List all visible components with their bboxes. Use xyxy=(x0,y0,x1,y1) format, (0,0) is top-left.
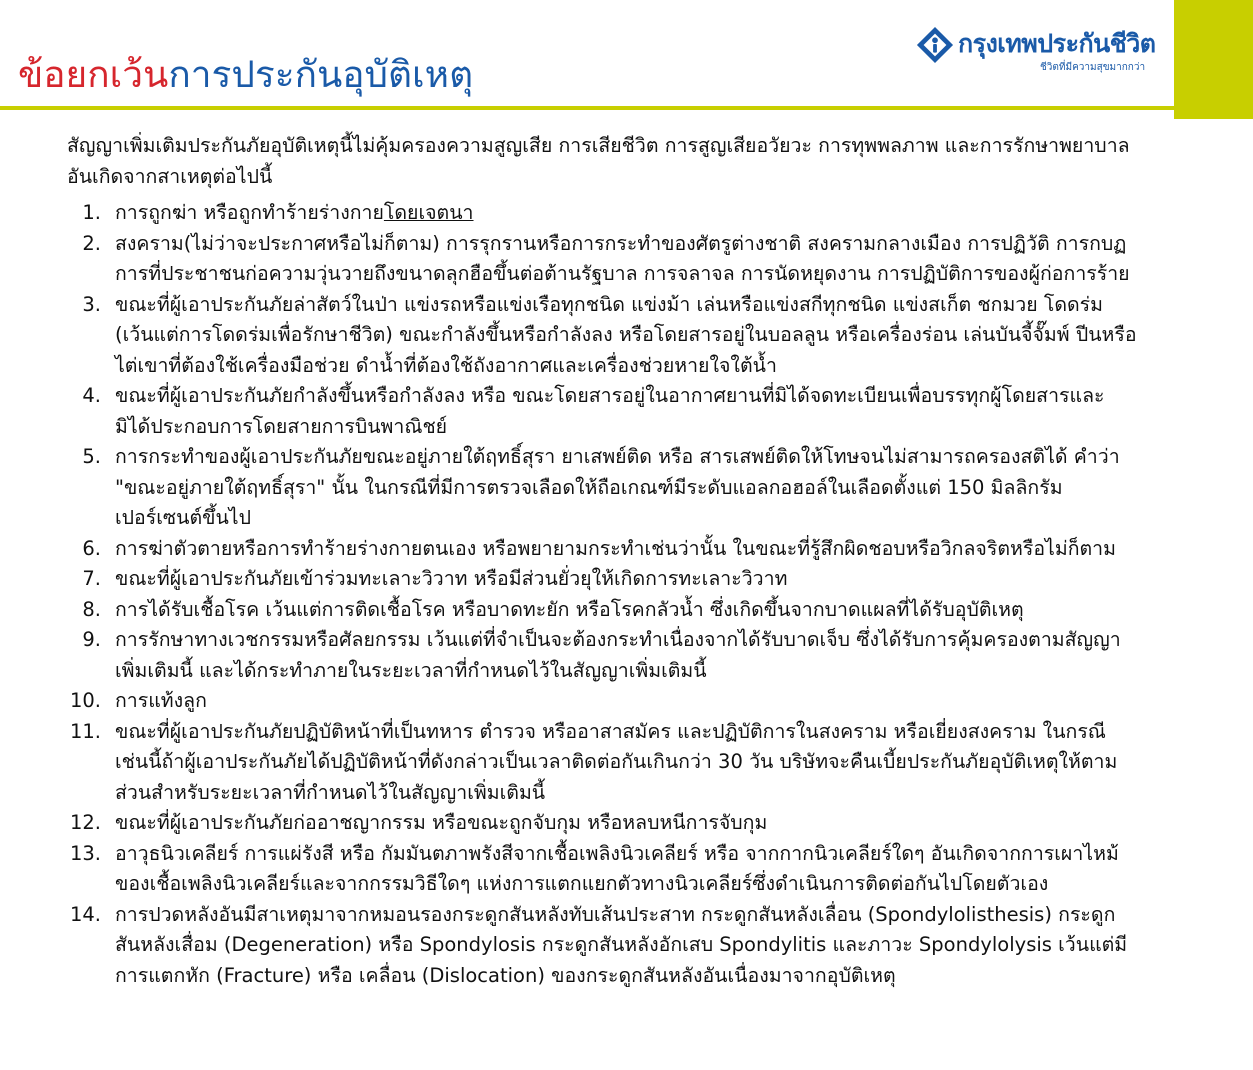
corner-accent-block xyxy=(1174,0,1253,119)
item-text: การปวดหลังอันมีสาเหตุมาจากหมอนรองกระดูกสันหลังทับเส้นประสาท กระดูกสันหลังเลื่อน (Spondylolisthesis) กระดูกสันหลังเสื่อม (Degeneration) หรือ Spondylosis กระดูกสันหลังอักเสบ Spondylitis และภาวะ Spondylolysis เว้นแต่มีการแตกหัก (Fracture) หรือ เคลื่อน (Dislocation) ของกระดูกสันหลังอันเนื่องมาจากอุบัติเหตุ xyxy=(115,902,1128,987)
item-text: ขณะที่ผู้เอาประกันภัยล่าสัตว์ในป่า แข่งรถหรือแข่งเรือทุกชนิด แข่งม้า เล่นหรือแข่งสกีทุกชนิด แข่งสเก็ต ชกมวย โดดร่ม (เว้นแต่การโดดร่มเพื่อรักษาชีวิต) ขณะกำลังขึ้นหรือกำลังลง หรือโดยสารอยู่ในบอลลูน หรือเครื่องร่อน เล่นบันจี้จั๊มพ์ ปีนหรือไต่เขาที่ต้องใช้เครื่องมือช่วย ดำน้ำที่ต้องใช้ถังอากาศและเครื่องช่วยหายใจใต้น้ำ xyxy=(115,292,1137,377)
item-text: การกระทำของผู้เอาประกันภัยขณะอยู่ภายใต้ฤทธิ์สุรา ยาเสพย์ติด หรือ สารเสพย์ติดให้โทษจนไม่สามารถครองสติได้ คำว่า "ขณะอยู่ภายใต้ฤทธิ์สุรา" นั้น ในกรณีที่มีการตรวจเลือดให้ถือเกณฑ์มีระดับแอลกอฮอล์ในเลือดตั้งแต่ 150 มิลลิกรัมเปอร์เซนต์ขึ้นไป xyxy=(115,445,1120,529)
item-text: การได้รับเชื้อโรค เว้นแต่การติดเชื้อโรค หรือบาดทะยัก หรือโรคกลัวน้ำ ซึ่งเกิดขึ้นจากบาดแผลที่ได้รับอุบัติเหตุ xyxy=(115,597,1024,621)
list-item xyxy=(67,717,1137,809)
list-item xyxy=(67,381,1137,442)
intro-paragraph: สัญญาเพิ่มเติมประกันภัยอุบัติเหตุนี้ไม่คุ้มครองความสูญเสีย การเสียชีวิต การสูญเสียอวัยวะ การทุพพลภาพ และการรักษาพยาบาล อันเกิดจากสาเหตุต่อไปนี้ xyxy=(67,134,1130,188)
item-number: 6. xyxy=(82,536,101,560)
item-number: 7. xyxy=(82,567,101,590)
item-text: ขณะที่ผู้เอาประกันภัยเข้าร่วมทะเลาะวิวาท หรือมีส่วนยั่วยุให้เกิดการทะเลาะวิวาท xyxy=(115,567,788,590)
list-item xyxy=(67,808,1137,839)
item-text: การฆ่าตัวตายหรือการทำร้ายร่างกายตนเอง หรือพยายามกระทำเช่นว่านั้น ในขณะที่รู้สึกผิดชอบหรือวิกลจริตหรือไม่ก็ตาม xyxy=(115,536,1116,560)
item-text: อาวุธนิวเคลียร์ การแผ่รังสี หรือ กัมมันตภาพรังสีจากเชื้อเพลิงนิวเคลียร์ หรือ จากกากนิวเคลียร์ใดๆ อันเกิดจากการเผาไหม้ของเชื้อเพลิงนิวเคลียร์และจากกรรมวิธีใดๆ แห่งการแตกแยกตัวทางนิวเคลียร์ซึ่งดำเนินการติดต่อกันไปโดยตัวเอง xyxy=(115,841,1119,895)
brand-logo xyxy=(916,24,1166,80)
item-number: 13. xyxy=(69,841,101,865)
item-text: การรักษาทางเวชกรรมหรือศัลยกรรม เว้นแต่ที่จำเป็นจะต้องกระทำเนื่องจากได้รับบาดเจ็บ ซึ่งได้รับการคุ้มครองตามสัญญาเพิ่มเติมนี้ และได้กระทำภายในระยะเวลาที่กำหนดไว้ในสัญญาเพิ่มเติมนี้ xyxy=(115,628,1121,682)
brand-mark-icon xyxy=(916,26,954,64)
list-item xyxy=(67,229,1137,290)
item-number: 1. xyxy=(82,201,101,224)
list-item xyxy=(67,625,1137,686)
list-item xyxy=(67,534,1137,565)
page-title xyxy=(18,50,473,100)
brand-name: กรุงเทพประกันชีวิต xyxy=(958,29,1156,58)
title-part-red: ข้อยกเว้น xyxy=(18,53,169,96)
header-divider xyxy=(0,106,1174,110)
item-number: 11. xyxy=(69,719,101,743)
list-item xyxy=(67,686,1137,717)
item-number: 14. xyxy=(69,902,101,926)
list-item xyxy=(67,595,1137,626)
list-item xyxy=(67,564,1137,595)
brand-tagline: ชีวิตที่มีความสุขมากกว่า xyxy=(1040,62,1146,73)
item-number: 10. xyxy=(69,689,101,712)
list-item xyxy=(67,900,1137,992)
list-item xyxy=(67,290,1137,382)
item-number: 8. xyxy=(82,597,101,621)
item-text-underlined: โดยเจตนา xyxy=(383,201,474,224)
item-number: 9. xyxy=(82,628,101,651)
item-text: การถูกฆ่า หรือถูกทำร้ายร่างกาย xyxy=(115,201,384,224)
item-text: สงคราม(ไม่ว่าจะประกาศหรือไม่ก็ตาม) การรุกรานหรือการกระทำของศัตรูต่างชาติ สงครามกลางเมือง การปฏิวัติ การกบฏ การที่ประชาชนก่อความวุ่นวายถึงขนาดลุกฮือขึ้นต่อต้านรัฐบาล การจลาจล การนัดหยุดงาน การปฏิบัติการของผู้ก่อการร้าย xyxy=(115,231,1130,285)
item-number: 3. xyxy=(82,292,101,316)
list-item xyxy=(67,198,1137,229)
item-text: ขณะที่ผู้เอาประกันภัยกำลังขึ้นหรือกำลังลง หรือ ขณะโดยสารอยู่ในอากาศยานที่มิได้จดทะเบียนเพื่อบรรทุกผู้โดยสารและมิได้ประกอบการโดยสายการบินพาณิชย์ xyxy=(115,384,1105,438)
list-item xyxy=(67,839,1137,900)
item-text: การแท้งลูก xyxy=(115,689,207,712)
exclusion-list xyxy=(67,198,1137,991)
list-item xyxy=(67,442,1137,534)
document-body xyxy=(67,131,1137,991)
item-number: 2. xyxy=(82,231,101,255)
item-number: 12. xyxy=(69,811,101,834)
title-part-blue: การประกันอุบัติเหตุ xyxy=(168,53,474,96)
item-text: ขณะที่ผู้เอาประกันภัยก่ออาชญากรรม หรือขณะถูกจับกุม หรือหลบหนีการจับกุม xyxy=(115,811,768,834)
item-number: 5. xyxy=(82,445,101,468)
item-number: 4. xyxy=(82,384,101,407)
item-text: ขณะที่ผู้เอาประกันภัยปฏิบัติหน้าที่เป็นทหาร ตำรวจ หรืออาสาสมัคร และปฏิบัติการในสงคราม หรือเยี่ยงสงคราม ในกรณีเช่นนี้ถ้าผู้เอาประกันภัยได้ปฏิบัติหน้าที่ดังกล่าวเป็นเวลาติดต่อกันเกินกว่า 30 วัน บริษัทจะคืนเบี้ยประกันภัยอุบัติเหตุให้ตามส่วนสำหรับระยะเวลาที่กำหนดไว้ในสัญญาเพิ่มเติมนี้ xyxy=(115,719,1118,804)
